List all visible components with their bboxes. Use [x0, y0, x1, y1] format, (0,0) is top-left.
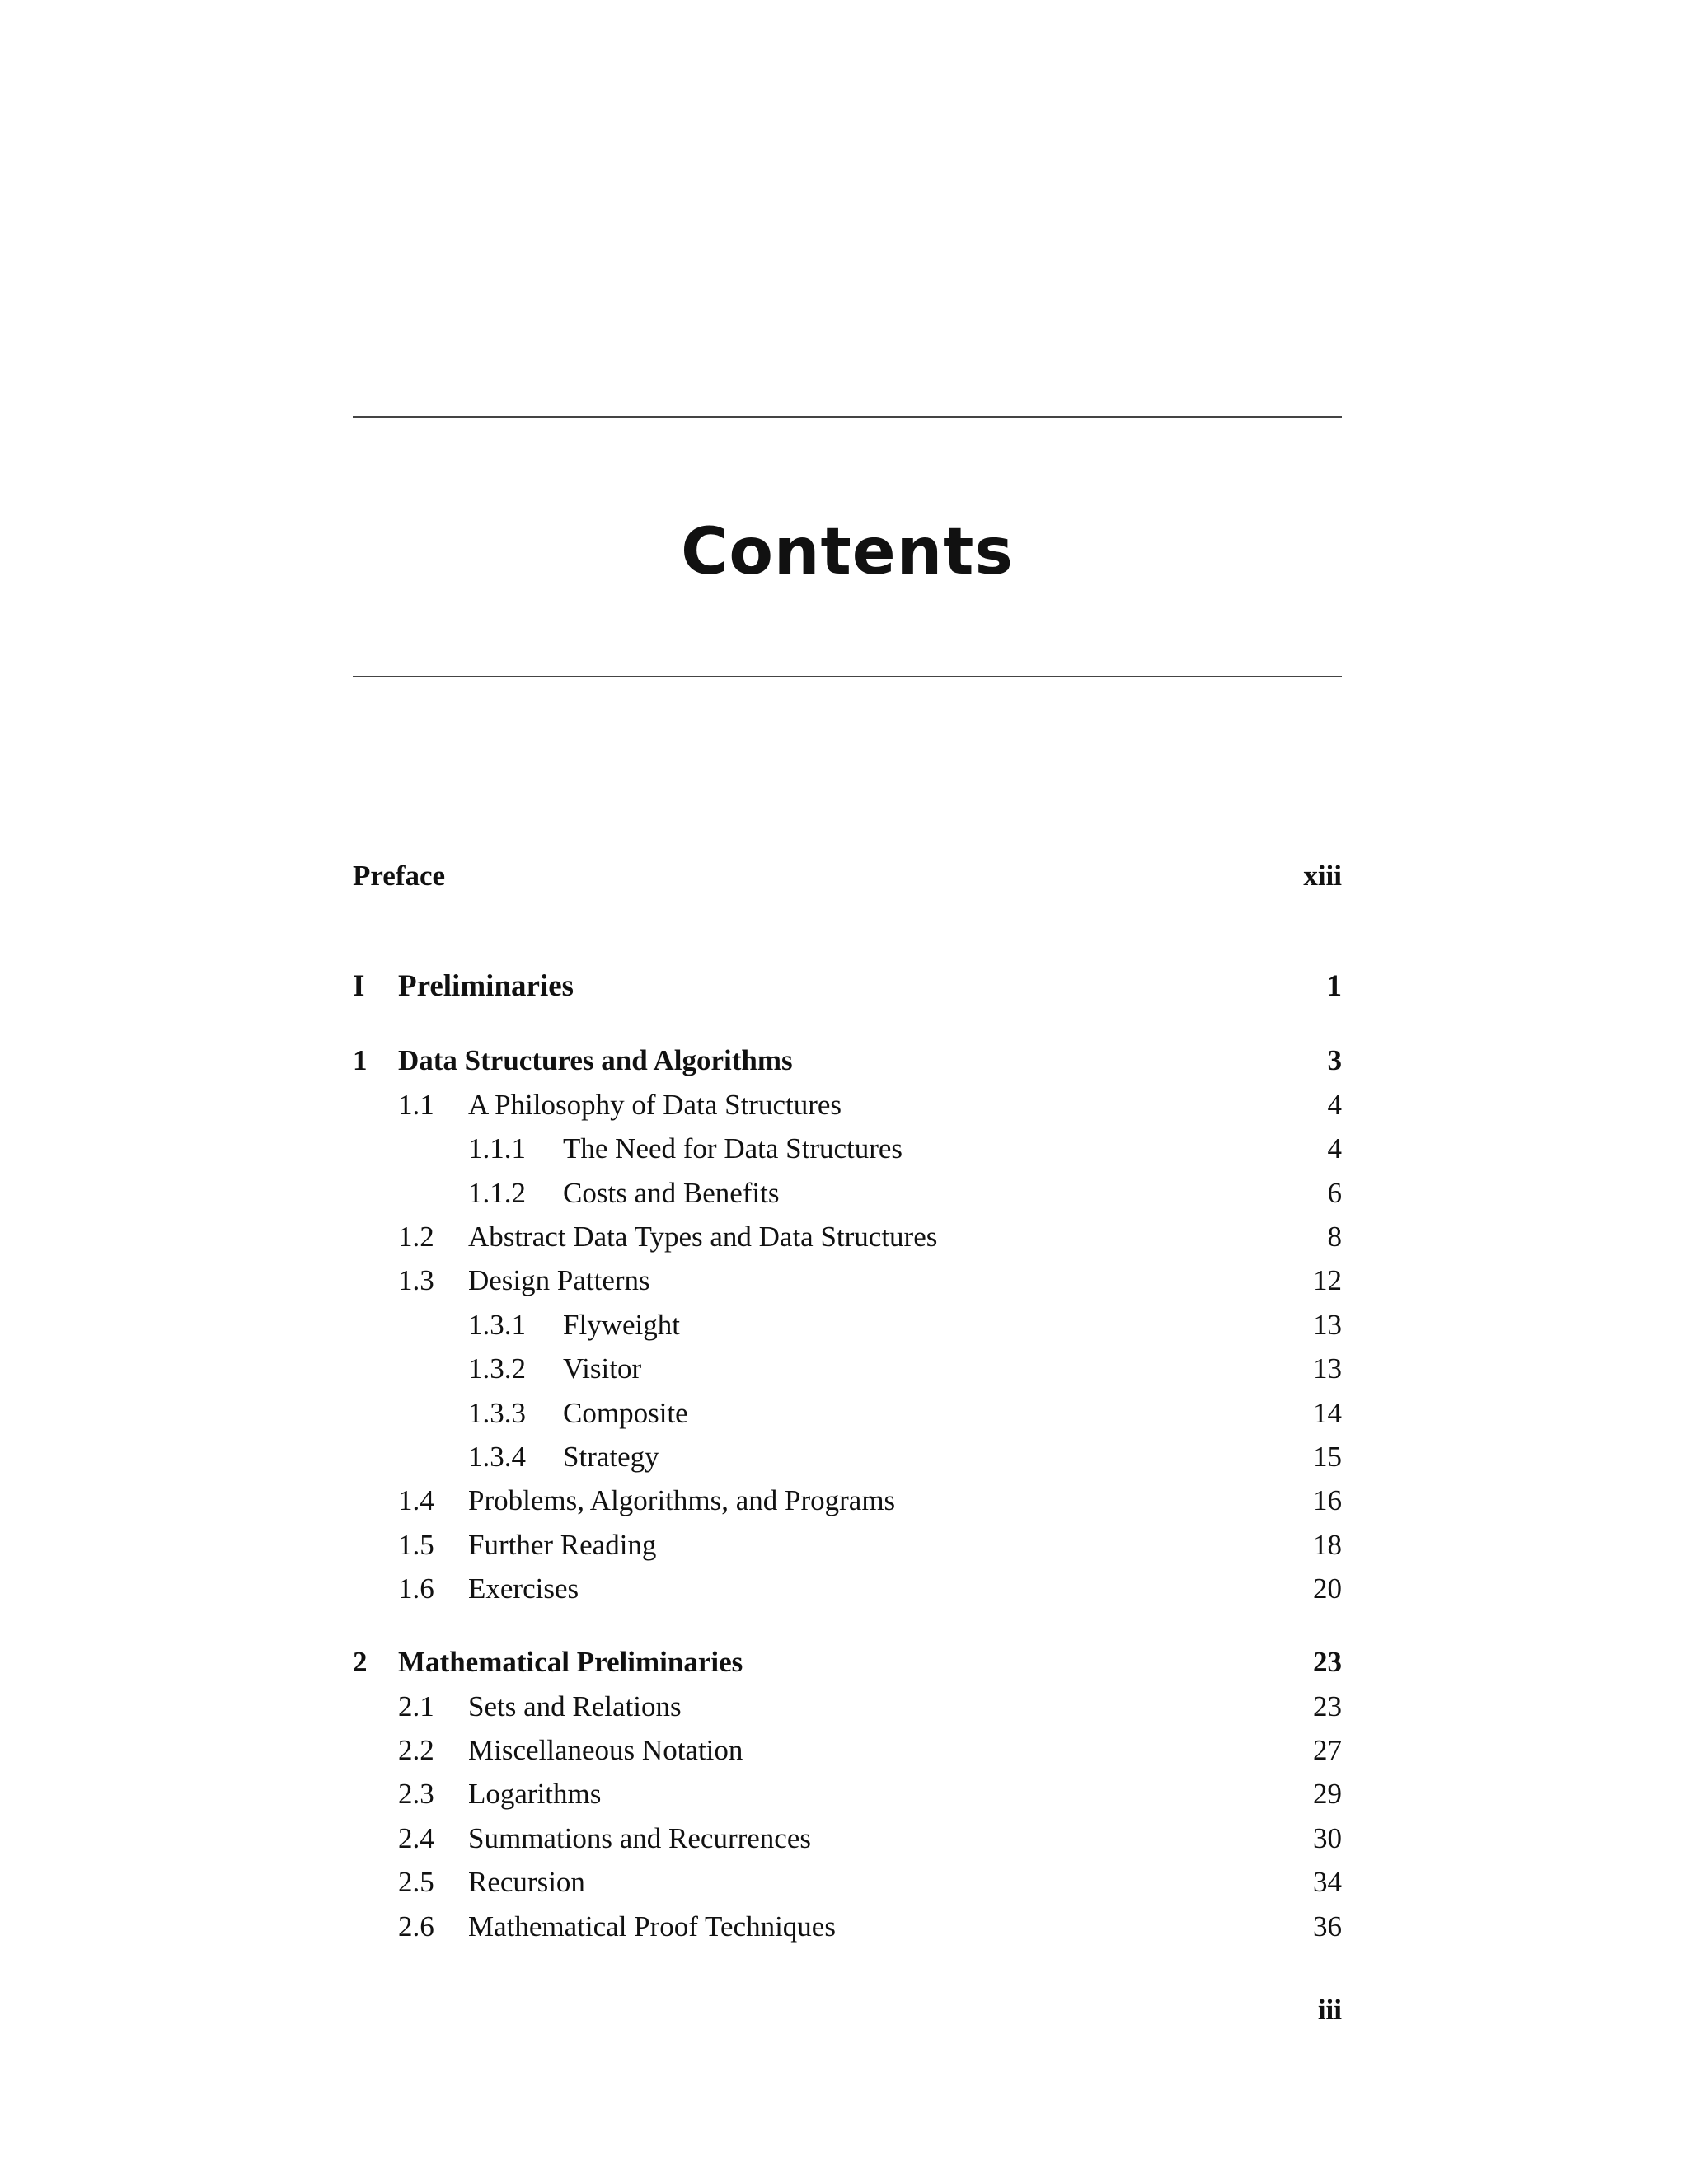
toc-entry-number: 1.5	[398, 1529, 434, 1561]
toc-entry-page: 1	[1326, 969, 1342, 1003]
toc-subsection-entry[interactable]	[353, 1127, 1342, 1171]
toc-section-entry[interactable]	[353, 1905, 1342, 1949]
toc-entry-page: 13	[1313, 1352, 1342, 1385]
toc-entry-label: Further Reading	[468, 1529, 657, 1561]
top-rule	[353, 416, 1342, 418]
toc-entry-page: xiii	[1303, 860, 1342, 892]
toc-entry-page: 23	[1313, 1690, 1342, 1722]
toc-entry-page: 12	[1313, 1264, 1342, 1296]
page-number-footer: iii	[1317, 1994, 1342, 2026]
toc-entry-label: The Need for Data Structures	[563, 1132, 903, 1165]
toc-section-entry[interactable]	[353, 1567, 1342, 1611]
toc-entry-number: 2.1	[398, 1690, 434, 1722]
toc-entry-label: Composite	[563, 1397, 688, 1429]
toc-entry-label: Flyweight	[563, 1309, 680, 1341]
toc-entry-number: 1.2	[398, 1221, 434, 1253]
toc-entry-label: Mathematical Preliminaries	[398, 1646, 743, 1678]
toc-section-entry[interactable]	[353, 1215, 1342, 1259]
toc-entry-label: Abstract Data Types and Data Structures	[468, 1221, 938, 1253]
toc-entry-label: Problems, Algorithms, and Programs	[468, 1484, 896, 1516]
toc-entry-page: 23	[1313, 1646, 1342, 1678]
toc-entry-number: 1.3.1	[468, 1309, 526, 1341]
toc-entry-page: 15	[1313, 1441, 1342, 1473]
toc-entry-label: Data Structures and Algorithms	[398, 1044, 793, 1076]
toc-section-entry[interactable]	[353, 1258, 1342, 1303]
toc-entry-label: A Philosophy of Data Structures	[468, 1089, 842, 1121]
toc-section-entry[interactable]	[353, 1083, 1342, 1127]
toc-entry-number: 1.1.2	[468, 1177, 526, 1209]
toc-entry-number: 2.3	[398, 1778, 434, 1810]
toc-entry-number: 2.5	[398, 1866, 434, 1898]
toc-entry-label: Preliminaries	[398, 969, 574, 1003]
toc-entry-number: 2.6	[398, 1910, 434, 1943]
toc-entry-page: 34	[1313, 1866, 1342, 1898]
toc-entry-page: 27	[1313, 1734, 1342, 1766]
toc-chapter-entry[interactable]	[353, 1038, 1342, 1083]
toc-entry-label: Recursion	[468, 1866, 585, 1898]
toc-section-entry[interactable]	[353, 1523, 1342, 1568]
toc-entry-label: Miscellaneous Notation	[468, 1734, 743, 1766]
toc-subsection-entry[interactable]	[353, 1435, 1342, 1479]
toc-entry-page: 20	[1313, 1572, 1342, 1605]
toc-section-entry[interactable]	[353, 1816, 1342, 1861]
toc-entry-label: Design Patterns	[468, 1264, 650, 1296]
toc-entry-number: I	[353, 969, 365, 1003]
toc-entry-number: 2.4	[398, 1822, 434, 1854]
toc-entry-page: 18	[1313, 1529, 1342, 1561]
toc-entry-label: Strategy	[563, 1441, 659, 1473]
toc-entry-label: Costs and Benefits	[563, 1177, 780, 1209]
toc-entry-number: 1.4	[398, 1484, 434, 1516]
toc-entry-number: 1.6	[398, 1572, 434, 1605]
toc-entry-number: 1.1	[398, 1089, 434, 1121]
toc-entry-page: 36	[1313, 1910, 1342, 1943]
toc-entry-number: 2.2	[398, 1734, 434, 1766]
toc-subsection-entry[interactable]	[353, 1171, 1342, 1216]
toc-subsection-entry[interactable]	[353, 1303, 1342, 1347]
toc-chapter-entry[interactable]	[353, 1640, 1342, 1685]
page-title: Contents	[681, 515, 1014, 589]
toc-entry-page: 14	[1313, 1397, 1342, 1429]
toc-entry-page: 16	[1313, 1484, 1342, 1516]
toc-entry-page: 6	[1327, 1177, 1342, 1209]
toc-entry-number: 1.3	[398, 1264, 434, 1296]
toc-part-entry[interactable]	[353, 964, 1342, 1009]
toc-entry-label: Sets and Relations	[468, 1690, 682, 1722]
toc-entry-label: Logarithms	[468, 1778, 602, 1810]
toc-entry-page: 3	[1327, 1044, 1342, 1076]
toc-entry-label: Summations and Recurrences	[468, 1822, 812, 1854]
toc-entry-page: 4	[1327, 1132, 1342, 1165]
toc-entry-label: Preface	[353, 860, 446, 892]
toc-entry-label: Exercises	[468, 1572, 579, 1605]
toc-section-entry[interactable]	[353, 1685, 1342, 1729]
toc-entry-number: 1	[353, 1044, 368, 1076]
toc-subsection-entry[interactable]	[353, 1347, 1342, 1391]
toc-entry-page: 29	[1313, 1778, 1342, 1810]
toc-subsection-entry[interactable]	[353, 1391, 1342, 1436]
toc-entry-number: 1.3.2	[468, 1352, 526, 1385]
toc-section-entry[interactable]	[353, 1772, 1342, 1816]
toc-entry-page: 30	[1313, 1822, 1342, 1854]
toc-entry-page: 13	[1313, 1309, 1342, 1341]
bottom-rule	[353, 676, 1342, 677]
toc-entry-label: Visitor	[563, 1352, 642, 1385]
toc-entry-page: 4	[1327, 1089, 1342, 1121]
toc-entry-preface[interactable]	[353, 854, 1342, 898]
toc-section-entry[interactable]	[353, 1728, 1342, 1773]
toc-section-entry[interactable]	[353, 1860, 1342, 1905]
toc-entry-label: Mathematical Proof Techniques	[468, 1910, 836, 1943]
toc-section-entry[interactable]	[353, 1479, 1342, 1523]
toc-entry-number: 1.3.3	[468, 1397, 526, 1429]
toc-entry-number: 1.1.1	[468, 1132, 526, 1165]
toc-entry-number: 2	[353, 1646, 368, 1678]
toc-entry-page: 8	[1327, 1221, 1342, 1253]
toc-entry-number: 1.3.4	[468, 1441, 526, 1473]
